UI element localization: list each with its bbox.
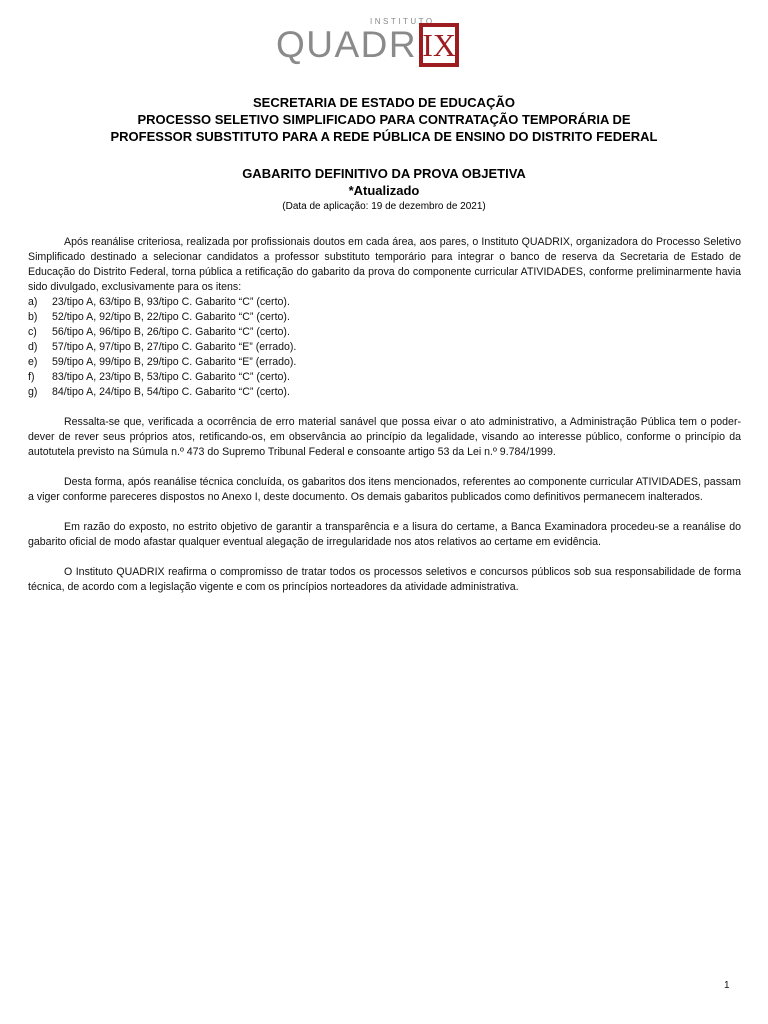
- list-item: [28, 370, 741, 385]
- header-line-3: PROFESSOR SUBSTITUTO PARA A REDE PÚBLICA DE ENSINO DO DISTRITO FEDERAL: [110, 129, 658, 144]
- paragraph-conclusion: Desta forma, após reanálise técnica concluída, os gabaritos dos itens mencionados, referentes ao componente curricular ATIVIDADES, passam a viger conforme pareceres dispostos no Anexo I, deste documento. Os demais gabaritos publicados como definitivos permanecem inalterados.: [28, 476, 741, 503]
- list-item: [28, 325, 741, 340]
- list-item: [28, 355, 741, 370]
- paragraph-transparency: Em razão do exposto, no estrito objetivo de garantir a transparência e a lisura do certame, a Banca Examinadora procedeu-se a reanálise do gabarito oficial de modo afastar qualquer eventual alegação de irregularidade nos atos relativos ao certame em evidência.: [28, 521, 741, 548]
- list-item: [28, 310, 741, 325]
- logo-main-text: QUADR: [276, 24, 418, 65]
- document-subtitle: [0, 165, 768, 214]
- logo-box: [419, 23, 459, 67]
- paragraph-commitment: O Instituto QUADRIX reafirma o compromisso de tratar todos os processos seletivos e concursos públicos sob sua responsabilidade de forma técnica, de acordo com a legislação vigente e com os princípios norteadores da atividade administrativa.: [28, 566, 741, 593]
- item-text: 59/tipo A, 99/tipo B, 29/tipo C. Gabarito “E” (errado).: [52, 356, 297, 368]
- item-letter: b): [28, 311, 38, 323]
- paragraph-legal-basis: Ressalta-se que, verificada a ocorrência de erro material sanável que possa eivar o ato administrativo, a Administração Pública tem o poder-dever de rever seus próprios atos, retificando-os, em observância ao princípio da legalidade, visando ao interesse público, conforme o princípio da autotutela previsto na Súmula n.º 473 do Supremo Tribunal Federal e consoante artigo 53 da Lei n.º 9.784/1999.: [28, 416, 741, 458]
- page-number: 1: [724, 980, 730, 991]
- item-letter: a): [28, 296, 38, 308]
- header-line-2: PROCESSO SELETIVO SIMPLIFICADO PARA CONTRATAÇÃO TEMPORÁRIA DE: [137, 112, 631, 127]
- logo-instituto-text: INSTITUTO: [370, 17, 435, 26]
- quadrix-logo: [276, 17, 492, 71]
- item-letter: e): [28, 356, 38, 368]
- item-text: 52/tipo A, 92/tipo B, 22/tipo C. Gabarito “C” (certo).: [52, 311, 290, 323]
- subtitle-title: GABARITO DEFINITIVO DA PROVA OBJETIVA: [242, 166, 526, 181]
- paragraph-intro: Após reanálise criteriosa, realizada por profissionais doutos em cada área, aos pares, o Instituto QUADRIX, organizadora do Processo Seletivo Simplificado destinado a selecionar candidatos a professor substituto temporário para integrar o banco de reserva da Secretaria de Estado de Educação do Distrito Federal, torna pública a retificação do gabarito da prova do componente curricular ATIVIDADES, conforme preliminarmente havia sido divulgado, exclusivamente para os itens:: [28, 236, 741, 293]
- logo-box-text: IX: [422, 27, 457, 63]
- item-text: 57/tipo A, 97/tipo B, 27/tipo C. Gabarito “E” (errado).: [52, 341, 297, 353]
- item-letter: c): [28, 326, 37, 338]
- item-letter: f): [28, 371, 35, 383]
- item-text: 83/tipo A, 23/tipo B, 53/tipo C. Gabarito “C” (certo).: [52, 371, 290, 383]
- logo-wordmark: [276, 23, 459, 67]
- item-text: 84/tipo A, 24/tipo B, 54/tipo C. Gabarito “C” (certo).: [52, 386, 290, 398]
- document-body: [28, 235, 741, 610]
- item-list: [28, 295, 741, 400]
- item-text: 56/tipo A, 96/tipo B, 26/tipo C. Gabarito “C” (certo).: [52, 326, 290, 338]
- item-text: 23/tipo A, 63/tipo B, 93/tipo C. Gabarito “C” (certo).: [52, 296, 290, 308]
- document-header: [0, 94, 768, 145]
- item-letter: g): [28, 386, 38, 398]
- subtitle-updated: *Atualizado: [348, 183, 420, 198]
- item-letter: d): [28, 341, 38, 353]
- list-item: [28, 340, 741, 355]
- application-date: (Data de aplicação: 19 de dezembro de 2021): [282, 201, 486, 212]
- header-line-1: SECRETARIA DE ESTADO DE EDUCAÇÃO: [253, 95, 515, 110]
- list-item: [28, 385, 741, 400]
- list-item: [28, 295, 741, 310]
